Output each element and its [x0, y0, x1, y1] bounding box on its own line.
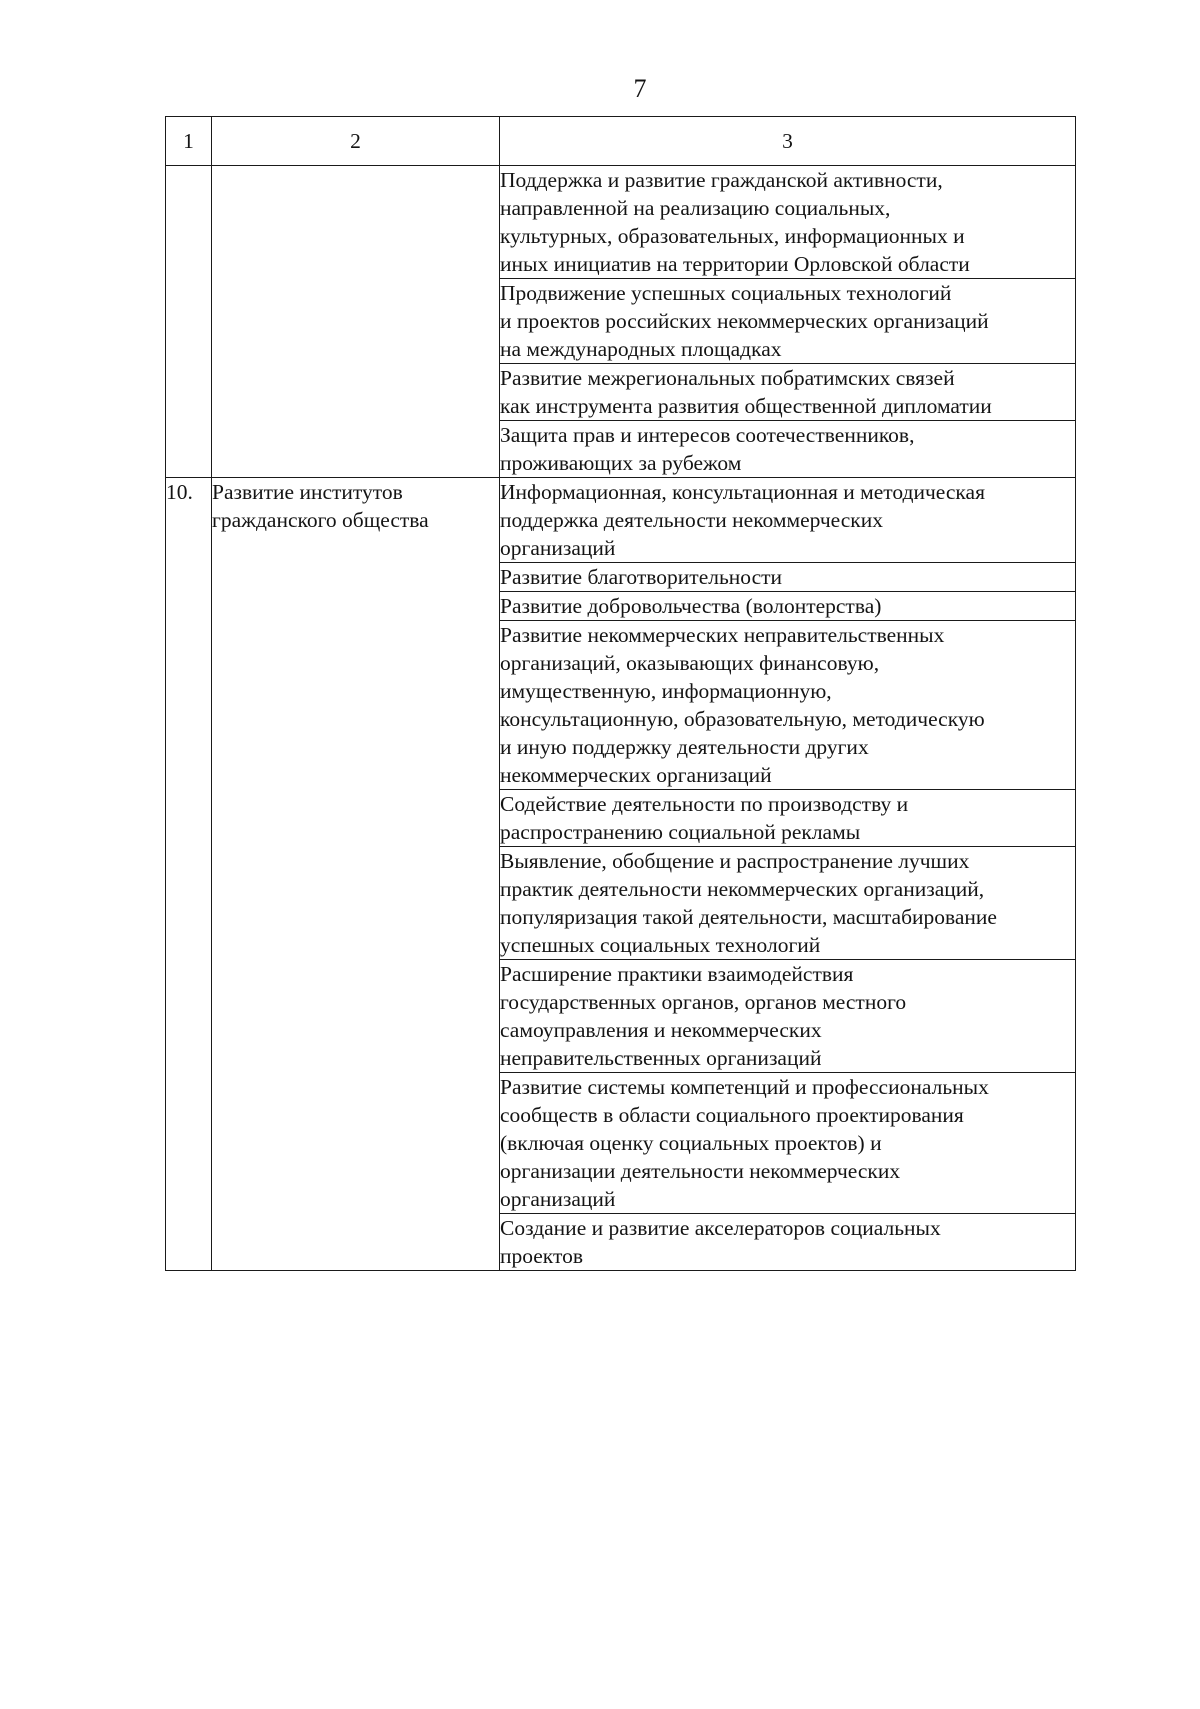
activity-cell: [500, 592, 1076, 621]
text-line: Развитие межрегиональных побратимских связей: [500, 366, 955, 390]
activity-cell: [500, 790, 1076, 847]
text-line: и проектов российских некоммерческих организаций: [500, 309, 989, 333]
section-name-cell: [212, 478, 500, 1271]
activity-cell: [500, 478, 1076, 563]
continued-number-cell: [166, 166, 212, 478]
text-line: Создание и развитие акселераторов социальных: [500, 1216, 941, 1240]
text-line: распространению социальной рекламы: [500, 820, 861, 844]
section-name-line: Развитие институтов: [212, 480, 403, 504]
continued-name-cell: [212, 166, 500, 478]
activity-cell: [500, 166, 1076, 279]
text-line: консультационную, образовательную, методическую: [500, 707, 985, 731]
column-header-1: 1: [166, 117, 212, 166]
text-line: популяризация такой деятельности, масштабирование: [500, 905, 997, 929]
text-line: Расширение практики взаимодействия: [500, 962, 854, 986]
text-line: (включая оценку социальных проектов) и: [500, 1131, 882, 1155]
text-line: имущественную, информационную,: [500, 679, 832, 703]
text-line: поддержка деятельности некоммерческих: [500, 508, 884, 532]
text-line: иных инициатив на территории Орловской области: [500, 252, 970, 276]
activity-cell: [500, 364, 1076, 421]
text-line: на международных площадках: [500, 337, 782, 361]
column-header-3: 3: [500, 117, 1076, 166]
text-line: самоуправления и некоммерческих: [500, 1018, 822, 1042]
column-header-2: 2: [212, 117, 500, 166]
activity-cell: [500, 960, 1076, 1073]
header-row: [166, 117, 1076, 166]
text-line: неправительственных организаций: [500, 1046, 822, 1070]
text-line: сообществ в области социального проектирования: [500, 1103, 964, 1127]
activity-cell: [500, 1073, 1076, 1214]
activity-cell: [500, 847, 1076, 960]
text-line: как инструмента развития общественной дипломатии: [500, 394, 992, 418]
activity-cell: [500, 279, 1076, 364]
text-line: Продвижение успешных социальных технологий: [500, 281, 952, 305]
activity-cell: [500, 563, 1076, 592]
text-line: организаций: [500, 1187, 616, 1211]
text-line: организации деятельности некоммерческих: [500, 1159, 901, 1183]
section-name-line: гражданского общества: [212, 508, 429, 532]
text-line: Развитие системы компетенций и профессиональных: [500, 1075, 989, 1099]
text-line: организаций, оказывающих финансовую,: [500, 651, 880, 675]
text-line: Информационная, консультационная и методическая: [500, 480, 985, 504]
activity-cell: [500, 621, 1076, 790]
text-line: Выявление, обобщение и распространение лучших: [500, 849, 970, 873]
text-line: Защита прав и интересов соотечественников,: [500, 423, 915, 447]
table-row: [166, 166, 1076, 279]
text-line: культурных, образовательных, информационных и: [500, 224, 965, 248]
table-row: [166, 478, 1076, 563]
text-line: Поддержка и развитие гражданской активности,: [500, 168, 943, 192]
text-line: успешных социальных технологий: [500, 933, 821, 957]
text-line: проектов: [500, 1244, 583, 1268]
text-line: и иную поддержку деятельности других: [500, 735, 869, 759]
text-line: Развитие добровольчества (волонтерства): [500, 594, 882, 618]
activity-cell: [500, 1214, 1076, 1271]
activity-cell: [500, 421, 1076, 478]
text-line: Развитие благотворительности: [500, 565, 783, 589]
section-number-cell: 10.: [166, 478, 212, 1271]
page-number: 7: [633, 74, 647, 103]
text-line: государственных органов, органов местного: [500, 990, 907, 1014]
text-line: практик деятельности некоммерческих организаций,: [500, 877, 985, 901]
text-line: проживающих за рубежом: [500, 451, 742, 475]
text-line: Содействие деятельности по производству и: [500, 792, 909, 816]
text-line: Развитие некоммерческих неправительственных: [500, 623, 945, 647]
activities-table: [165, 116, 1076, 1271]
text-line: некоммерческих организаций: [500, 763, 772, 787]
text-line: направленной на реализацию социальных,: [500, 196, 891, 220]
text-line: организаций: [500, 536, 616, 560]
